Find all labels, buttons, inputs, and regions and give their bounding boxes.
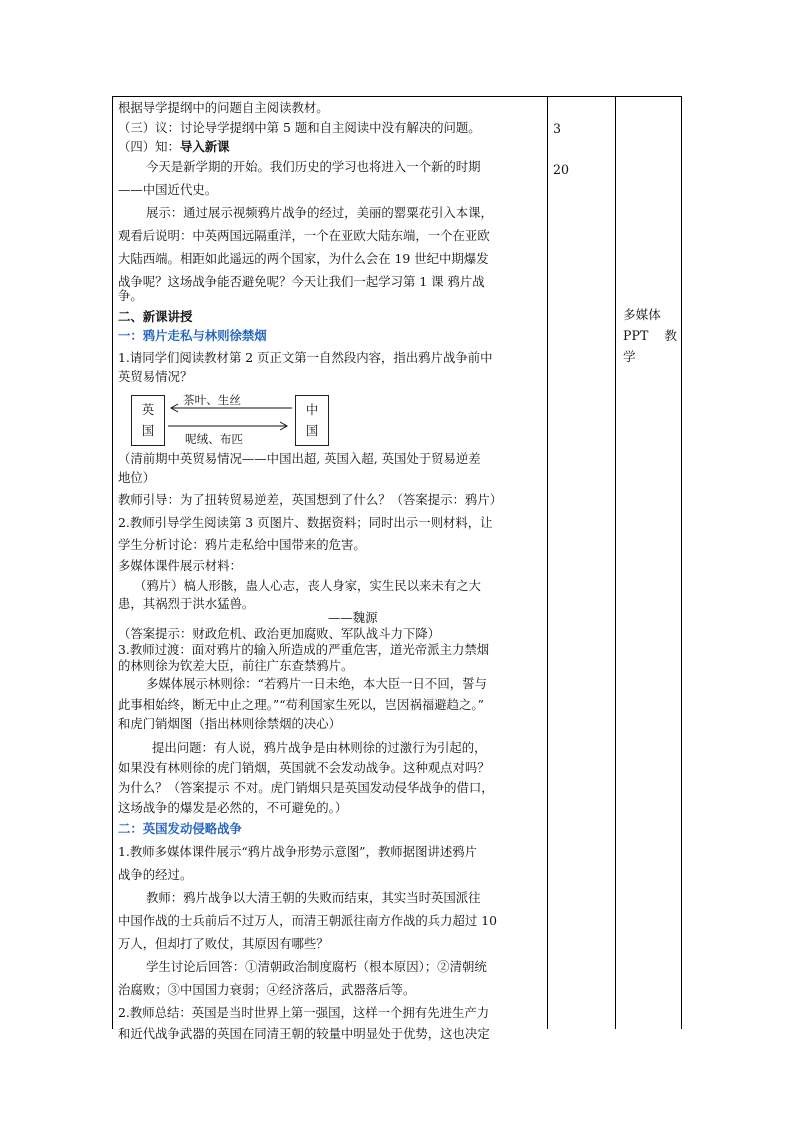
text-line: 展示：通过展示视频鸦片战争的经过，美丽的罂粟花引入本课， xyxy=(146,205,493,220)
text-line: （三）议：讨论导学提纲中第 5 题和自主阅读中没有解决的问题。 xyxy=(118,120,481,135)
text-line: 此事相始终，断无中止之理。”“苟利国家生死以，岂因祸福避趋之。” xyxy=(118,697,484,712)
text-line: 2.教师引导学生阅读第 3 页图片、数据资料；同时出示一则材料，让 xyxy=(118,515,493,530)
table-border-left xyxy=(112,96,113,1029)
text-line: 治腐败；③中国国力衰弱；④经济落后，武器落后等。 xyxy=(118,982,416,997)
method-line: PPT 教 xyxy=(623,328,677,343)
text-line: 争。 xyxy=(118,288,143,303)
text-line: 学生分析讨论：鸦片走私给中国带来的危害。 xyxy=(118,537,366,552)
text-line: 大陆西端。相距如此遥远的两个国家，为什么会在 19 世纪中期爆发 xyxy=(118,251,489,266)
text-line: 3.教师过渡：面对鸦片的输入所造成的严重危害，道光帝派主力禁烟 xyxy=(118,642,490,657)
table-divider-method xyxy=(615,96,616,1029)
time-value: 20 xyxy=(553,162,570,177)
trade-arrows xyxy=(166,402,294,432)
text-line: 的林则徐为钦差大臣，前往广东查禁鸦片。 xyxy=(118,658,354,673)
britain-box: 英 国 xyxy=(131,395,165,446)
text-line: （四）知：导入新课 xyxy=(118,139,230,154)
text-line: 教师：鸦片战争以大清王朝的失败而结束，其实当时英国派往 xyxy=(146,890,481,905)
china-box: 中 国 xyxy=(295,395,329,446)
text-line: 2.教师总结：英国是当时世界上第一强国，这样一个拥有先进生产力 xyxy=(118,1005,490,1020)
text-line: 多媒体展示林则徐：“若鸦片一日未绝，本大臣一日不回，誓与 xyxy=(146,676,487,691)
table-divider-time xyxy=(547,96,548,1029)
text-line: 这场战争的爆发是必然的，不可避免的。） xyxy=(118,800,348,815)
quote-line: 患，其祸烈于洪水猛兽。 xyxy=(118,596,255,611)
section-heading: 二、新课讲授 xyxy=(118,309,193,324)
text-line: （答案提示：财政危机、政治更加腐败、军队战斗力下降） xyxy=(118,626,441,641)
subsection-heading: 一：鸦片走私与林则徐禁烟 xyxy=(118,328,267,343)
text-line: 战争呢？这场战争能否避免呢？今天让我们一起学习第 1 课 鸦片战 xyxy=(118,274,485,289)
text-line: 地位） xyxy=(118,470,156,485)
text-line: 中国作战的士兵前后不过万人，而清王朝派往南方作战的兵力超过 10 xyxy=(118,913,498,928)
text-line: 和虎门销烟图（指出林则徐禁烟的决心） xyxy=(118,716,342,731)
table-border-right xyxy=(681,96,682,1029)
quote-line: （鸦片）槁人形骸，蛊人心志，丧人身家，实生民以来未有之大 xyxy=(134,578,481,593)
method-line: 学 xyxy=(623,349,636,364)
text-line: 战争的经过。 xyxy=(118,867,193,882)
text-line: 英贸易情况？ xyxy=(118,369,193,384)
text-line: 万人，但却打了败仗，其原因有哪些？ xyxy=(118,936,329,951)
subsection-heading: 二：英国发动侵略战争 xyxy=(118,821,242,836)
text-line: 学生讨论后回答：①清朝政治制度腐朽（根本原因）；②清朝统 xyxy=(146,959,487,974)
method-line: 多媒体 xyxy=(623,307,661,322)
table-top-border xyxy=(112,96,682,97)
quote-attribution: ——魏源 xyxy=(328,610,378,625)
text-line: 观看后说明：中英两国远隔重洋，一个在亚欧大陆东端，一个在亚欧 xyxy=(118,228,490,243)
text-line: 今天是新学期的开始。我们历史的学习也将进入一个新的时期 xyxy=(146,159,481,174)
text-line: 1.请同学们阅读教材第 2 页正文第一自然段内容，指出鸦片战争前中 xyxy=(118,350,493,365)
text-line: 根据导学提纲中的问题自主阅读教材。 xyxy=(118,100,329,115)
text-line-cut: 和近代战争武器的英国在同清王朝的较量中明显处于优势，这也决定 xyxy=(118,1026,490,1041)
tea-silk-label: 茶叶、生丝 xyxy=(183,393,241,407)
time-value: 3 xyxy=(553,121,562,136)
text-line: 为什么？（答案提示 不对。虎门销烟只是英国发动侵华战争的借口， xyxy=(118,780,494,795)
text-line: 教师引导：为了扭转贸易逆差，英国想到了什么？（答案提示：鸦片） xyxy=(118,492,503,507)
text-line: 多媒体课件展示材料： xyxy=(118,558,242,573)
wool-cloth-label: 呢绒、布匹 xyxy=(185,432,243,446)
text-line: 1.教师多媒体课件展示“鸦片战争形势示意图”，教师据图讲述鸦片 xyxy=(118,844,478,859)
text-line: 提出问题：有人说，鸦片战争是由林则徐的过激行为引起的， xyxy=(152,740,487,755)
text-line: 如果没有林则徐的虎门销烟，英国就不会发动战争。这种观点对吗？ xyxy=(118,760,490,775)
text-line: （清前期中英贸易情况——中国出超, 英国入超, 英国处于贸易逆差 xyxy=(118,451,481,466)
text-line: ——中国近代史。 xyxy=(118,182,218,197)
